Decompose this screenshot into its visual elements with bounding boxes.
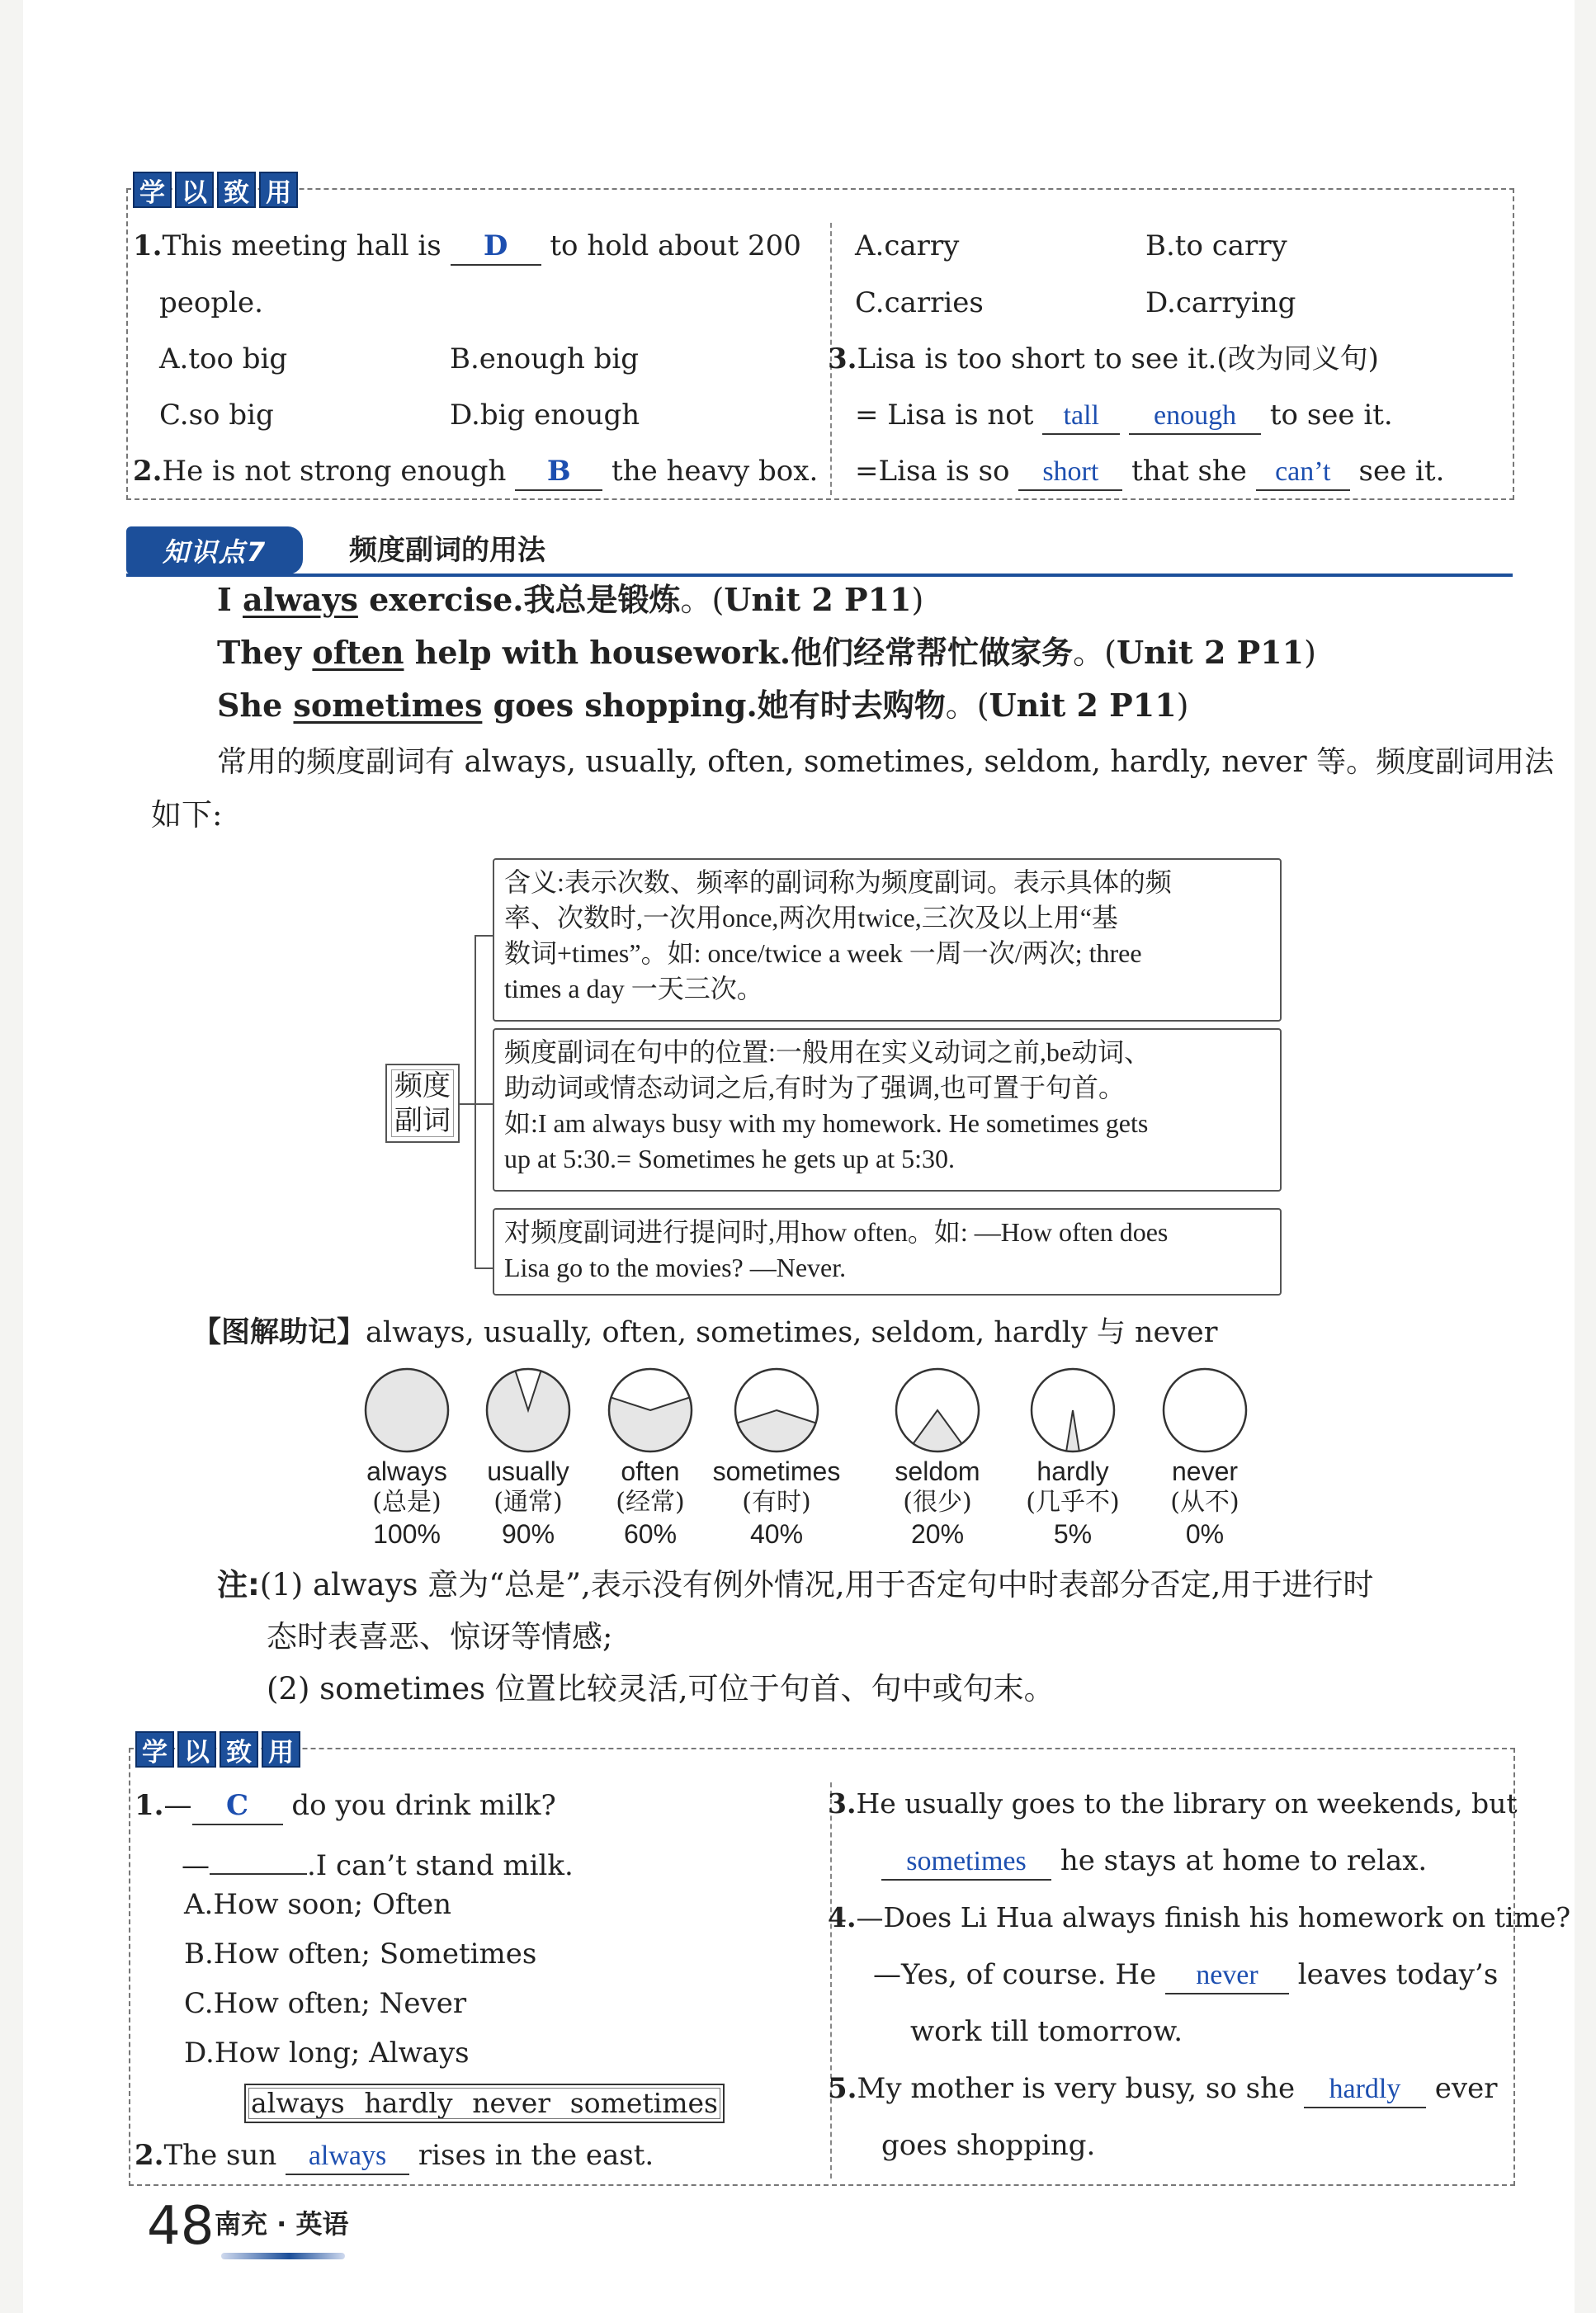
answer-blank[interactable] xyxy=(192,1787,283,1825)
note-line2: 态时表喜恶、惊讶等情感; xyxy=(267,1619,613,1655)
pie-chart-often xyxy=(605,1365,696,1456)
question-text: He is not strong enough xyxy=(162,455,507,488)
word-bank xyxy=(244,2084,725,2123)
mindmap-connector xyxy=(475,1267,493,1269)
question-number: 2. xyxy=(133,455,163,488)
question-number: 5. xyxy=(828,2072,857,2105)
pie-word: always xyxy=(366,1456,447,1486)
option: A.How soon; Often xyxy=(184,1888,452,1921)
pie-word: never xyxy=(1171,1456,1239,1486)
question-text: =Lisa is so xyxy=(855,455,1010,488)
mindmap-box-position xyxy=(493,1028,1282,1192)
mindmap-connector xyxy=(460,1103,475,1105)
option: C.carries xyxy=(855,286,984,319)
practice-badge-1 xyxy=(133,172,298,208)
badge-char: 用 xyxy=(259,172,298,208)
question-number: 3. xyxy=(828,342,857,375)
mindmap-root-text: 副词 xyxy=(394,1104,451,1137)
footer-title: 南充 · 英语 xyxy=(215,2208,349,2240)
pie-slice xyxy=(1066,1410,1079,1452)
question-text: .I can’t stand milk. xyxy=(307,1849,574,1882)
pie-never xyxy=(1131,1365,1279,1550)
pie-chart-sometimes xyxy=(731,1365,822,1456)
ex1-q3-line2 xyxy=(855,397,1393,435)
pie-slice xyxy=(737,1410,815,1452)
pie-chinese: (很少) xyxy=(903,1488,972,1517)
answer-text: never xyxy=(1196,1960,1258,1990)
question-text: to see it. xyxy=(1269,399,1393,432)
mindmap-text: 助动词或情态动词之后,有时为了强调,也可置于句首。 xyxy=(504,1073,1126,1102)
answer-text: D xyxy=(483,229,508,262)
answer-blank[interactable] xyxy=(1165,1957,1289,1994)
question-text: Lisa is too short to see it.(改为同义句) xyxy=(857,342,1379,375)
answer-text: tall xyxy=(1063,400,1099,431)
answer-text: short xyxy=(1042,456,1099,487)
mindmap-text: 如:I am always busy with my homework. He sometimes gets xyxy=(504,1108,1149,1138)
pie-sometimes xyxy=(702,1365,851,1550)
intro-paragraph-line2: 如下: xyxy=(151,797,223,833)
pie-chart-usually xyxy=(483,1365,574,1456)
pie-word: seldom xyxy=(895,1456,980,1486)
option: D.carrying xyxy=(1145,286,1296,319)
mindmap-text: Lisa go to the movies? —Never. xyxy=(504,1253,847,1282)
answer-text: hardly xyxy=(1329,2074,1401,2104)
example-adverb: often xyxy=(312,634,404,671)
badge-char: 致 xyxy=(217,172,256,208)
diagram-label-bold: 【图解助记】 xyxy=(192,1316,366,1349)
question-text: This meeting hall is xyxy=(162,229,441,262)
word-bank-item: always xyxy=(251,2087,345,2119)
question-text: ever xyxy=(1434,2072,1498,2105)
word-bank-item: hardly xyxy=(364,2087,453,2119)
answer-blank[interactable] xyxy=(1304,2070,1426,2108)
example-reference: 。(Unit 2 P11) xyxy=(680,581,924,618)
example-sentence-1 xyxy=(217,579,923,621)
note-line1 xyxy=(217,1562,1373,1608)
question-text: to hold about 200 xyxy=(550,229,801,262)
badge-char: 学 xyxy=(135,1731,174,1768)
ex2-q4-line3: work till tomorrow. xyxy=(910,2015,1183,2048)
mindmap-text: times a day 一天三次。 xyxy=(504,974,763,1003)
example-adverb: sometimes xyxy=(293,687,483,724)
diagram-label xyxy=(192,1310,1217,1356)
badge-char: 以 xyxy=(177,1731,216,1768)
question-text: leaves today’s xyxy=(1297,1958,1499,1991)
example-reference: 。(Unit 2 P11) xyxy=(1073,634,1316,671)
page xyxy=(23,0,1575,2313)
mindmap-text: 数词+times”。如: once/twice a week 一周一次/两次; three xyxy=(504,938,1142,968)
mindmap-root-text: 频度 xyxy=(394,1069,451,1102)
mindmap-bracket xyxy=(475,935,476,1267)
answer-blank[interactable] xyxy=(1129,397,1261,435)
mindmap-connector xyxy=(475,1103,493,1105)
ex2-q1-line1 xyxy=(135,1787,556,1825)
pie-chinese: (从不) xyxy=(1170,1488,1239,1517)
ex2-q4-line1 xyxy=(828,1900,1570,1936)
note-text: (1) always 意为“总是”,表示没有例外情况,用于否定句中时表部分否定,用于进行时 xyxy=(259,1567,1374,1603)
practice-box-2-divider xyxy=(830,1782,832,2178)
question-text: The sun xyxy=(163,2139,277,2172)
ex1-q3-line3 xyxy=(855,453,1444,491)
mindmap-text: 含义:表示次数、频率的副词称为频度副词。表示具体的频 xyxy=(504,867,1172,897)
question-text: —Does Li Hua always finish his homework on time? xyxy=(856,1901,1571,1933)
badge-char: 致 xyxy=(220,1731,258,1768)
ex2-q2-line xyxy=(135,2137,654,2175)
question-text: He usually goes to the library on weekends, but xyxy=(856,1787,1518,1820)
question-number: 2. xyxy=(135,2139,164,2172)
mindmap-connector xyxy=(475,935,493,937)
example-text: I xyxy=(217,581,232,618)
question-text: he stays at home to relax. xyxy=(1060,1844,1428,1877)
pie-seldom xyxy=(863,1365,1012,1550)
question-text: do you drink milk? xyxy=(291,1789,556,1822)
intro-paragraph-line1: 常用的频度副词有 always, usually, often, sometimes, seldom, hardly, never 等。频度副词用法 xyxy=(217,745,1555,779)
mindmap-text: 频度副词在句中的位置:一般用在实义动词之前,be动词、 xyxy=(504,1037,1151,1067)
knowledge-point-badge: 知识点7 xyxy=(126,526,303,574)
answer-text: can’t xyxy=(1275,456,1331,487)
example-adverb: always xyxy=(243,581,358,618)
question-number: 3. xyxy=(828,1787,857,1820)
mindmap-text: 对频度副词进行提问时,用how often。如: —How often does xyxy=(504,1217,1169,1247)
pie-percent: 90% xyxy=(501,1519,555,1549)
question-text: — xyxy=(163,1789,192,1822)
answer-blank[interactable] xyxy=(1042,397,1120,435)
pie-chart-never xyxy=(1159,1365,1250,1456)
mindmap-root xyxy=(385,1064,460,1143)
pie-hardly xyxy=(999,1365,1147,1550)
pie-chart-always xyxy=(361,1365,452,1456)
footer-accent-bar xyxy=(221,2253,345,2259)
pie-percent: 5% xyxy=(1053,1519,1093,1549)
diagram-label-text: always, usually, often, sometimes, seldom, hardly 与 never xyxy=(366,1316,1218,1349)
badge-char: 以 xyxy=(175,172,214,208)
pie-percent: 60% xyxy=(623,1519,678,1549)
answer-text: C xyxy=(225,1789,249,1822)
pie-chinese: (有时) xyxy=(742,1488,811,1517)
option: D.How long; Always xyxy=(184,2037,470,2070)
ex2-q3-line1 xyxy=(828,1786,1518,1822)
question-text: rises in the east. xyxy=(418,2139,654,2172)
ex2-q4-line2 xyxy=(873,1957,1498,1994)
option: B.How often; Sometimes xyxy=(184,1938,537,1971)
mindmap-text: 率、次数时,一次用once,两次用twice,三次及以上用“基 xyxy=(504,903,1118,932)
ex1-q1-line1 xyxy=(133,228,801,266)
example-text: goes shopping.她有时去购物 xyxy=(493,687,946,724)
pie-word: sometimes xyxy=(712,1456,841,1486)
pie-word: usually xyxy=(487,1456,569,1486)
pie-word: often xyxy=(621,1456,680,1486)
badge-char: 用 xyxy=(262,1731,300,1768)
ex1-q1-line2: people. xyxy=(159,286,263,319)
question-text: that she xyxy=(1131,455,1247,488)
option: B.enough big xyxy=(450,342,640,375)
pie-chinese: (几乎不) xyxy=(1026,1488,1120,1517)
answer-text: enough xyxy=(1154,400,1237,431)
question-text: the heavy box. xyxy=(611,455,819,488)
mindmap-box-question xyxy=(493,1208,1282,1296)
pie-percent: 40% xyxy=(749,1519,804,1549)
option: D.big enough xyxy=(450,399,640,432)
pie-slice xyxy=(609,1398,692,1452)
word-bank-item: sometimes xyxy=(569,2087,718,2119)
example-text: help with housework.他们经常帮忙做家务 xyxy=(414,634,1074,671)
example-text: She xyxy=(217,687,283,724)
pie-slice xyxy=(914,1410,962,1452)
example-sentence-2 xyxy=(217,632,1316,673)
answer-text: always xyxy=(308,2141,387,2171)
answer-blank[interactable] xyxy=(881,1843,1051,1881)
question-text: — xyxy=(182,1849,210,1882)
answer-blank[interactable] xyxy=(451,228,541,266)
question-number: 1. xyxy=(135,1789,164,1822)
question-number: 1. xyxy=(133,229,163,262)
pie-chart-seldom xyxy=(892,1365,983,1456)
note-label: 注: xyxy=(217,1567,260,1603)
example-text: exercise.我总是锻炼 xyxy=(369,581,681,618)
answer-blank[interactable] xyxy=(210,1837,307,1875)
question-text: —Yes, of course. He xyxy=(873,1958,1157,1991)
pie-percent: 20% xyxy=(910,1519,965,1549)
section-rule xyxy=(126,574,1513,577)
answer-text: sometimes xyxy=(906,1846,1027,1876)
question-text: My mother is very busy, so she xyxy=(857,2072,1296,2105)
example-sentence-3 xyxy=(217,685,1188,726)
question-number: 4. xyxy=(828,1901,857,1933)
badge-char: 学 xyxy=(133,172,172,208)
answer-blank[interactable] xyxy=(515,453,602,491)
pie-outline xyxy=(1164,1369,1246,1452)
option: B.to carry xyxy=(1145,229,1287,262)
option: C.How often; Never xyxy=(184,1987,467,2020)
answer-blank[interactable] xyxy=(1018,453,1122,491)
ex1-q3-line1 xyxy=(828,341,1379,377)
word-bank-item: never xyxy=(472,2087,551,2119)
example-reference: 。(Unit 2 P11) xyxy=(945,687,1189,724)
ex2-q1-line2 xyxy=(182,1837,574,1884)
mindmap-text: up at 5:30.= Sometimes he gets up at 5:30. xyxy=(504,1144,955,1173)
ex2-q5-line2: goes shopping. xyxy=(881,2129,1096,2162)
option: C.so big xyxy=(159,399,274,432)
option: A.too big xyxy=(159,342,288,375)
page-number: 48 xyxy=(147,2196,215,2257)
pie-chinese: (经常) xyxy=(616,1488,685,1517)
pie-chinese: (通常) xyxy=(493,1488,563,1517)
question-text: see it. xyxy=(1358,455,1445,488)
pie-chart-hardly xyxy=(1027,1365,1118,1456)
practice-badge-2 xyxy=(135,1731,300,1768)
pie-percent: 100% xyxy=(373,1519,441,1549)
pie-chinese: (总是) xyxy=(372,1488,441,1517)
ex2-q5-line1 xyxy=(828,2070,1497,2108)
answer-text: B xyxy=(546,455,571,488)
pie-word: hardly xyxy=(1036,1456,1109,1486)
option: A.carry xyxy=(855,229,960,262)
pie-percent: 0% xyxy=(1185,1519,1225,1549)
example-text: They xyxy=(217,634,302,671)
note-line3: (2) sometimes 位置比较灵活,可位于句首、句中或句末。 xyxy=(267,1671,1055,1706)
ex2-q3-line2 xyxy=(881,1843,1427,1881)
answer-blank[interactable] xyxy=(1256,453,1350,491)
knowledge-point-title: 频度副词的用法 xyxy=(349,534,545,567)
ex1-q2-line1 xyxy=(133,453,818,491)
mindmap-box-meaning xyxy=(493,858,1282,1022)
question-text: = Lisa is not xyxy=(855,399,1034,432)
answer-blank[interactable] xyxy=(286,2137,409,2175)
